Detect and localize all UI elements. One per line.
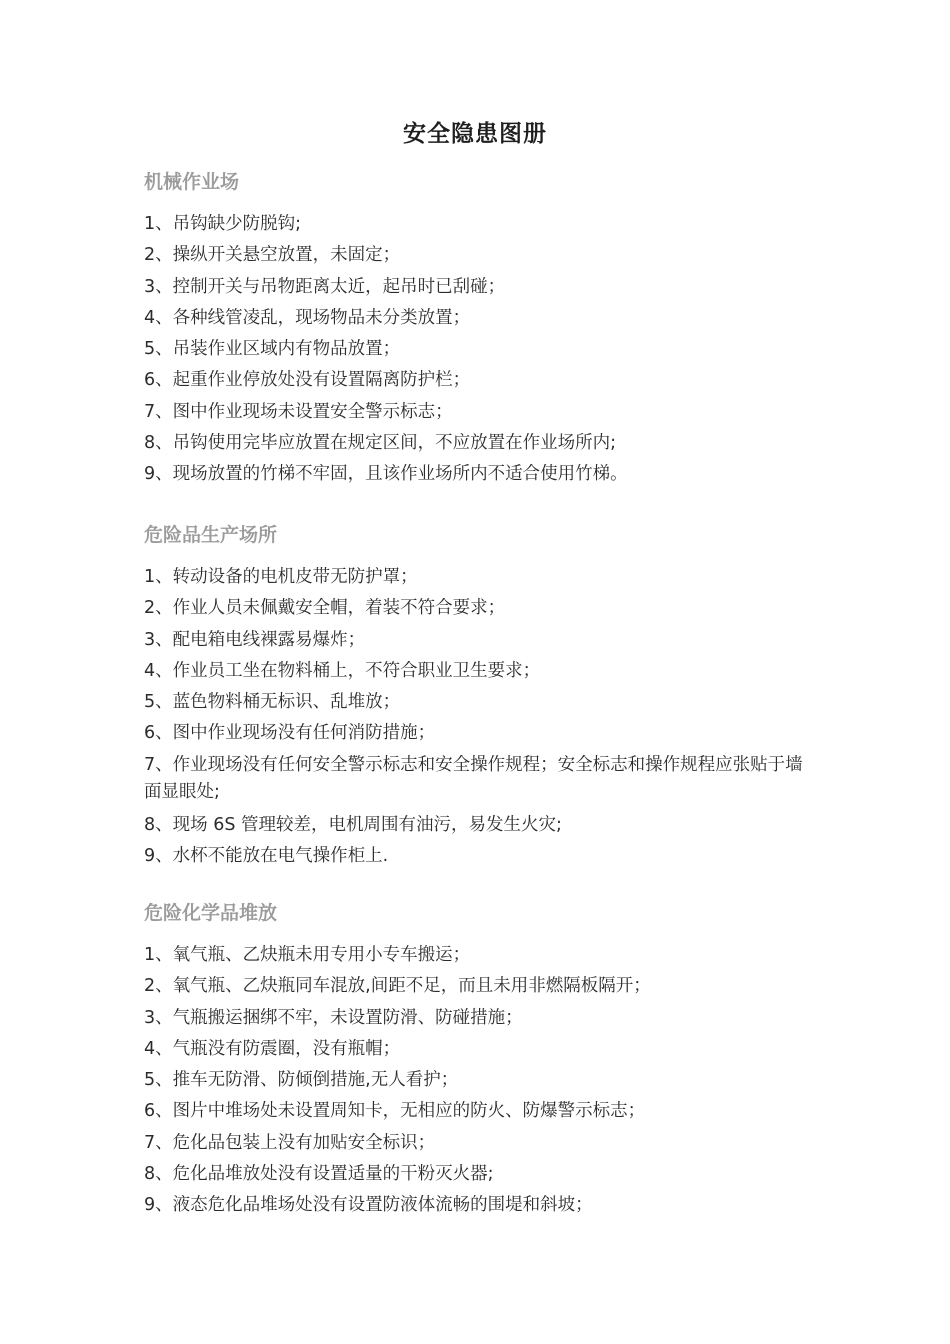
list-item: 5、吊装作业区域内有物品放置；	[144, 339, 401, 360]
list-item: 3、气瓶搬运捆绑不牢，未设置防滑、防碰措施；	[144, 1007, 523, 1028]
list-item: 2、操纵开关悬空放置，未固定；	[144, 245, 401, 266]
list-item: 1、转动设备的电机皮带无防护罩；	[144, 567, 418, 587]
list-item: 6、图中作业现场没有任何消防措施；	[144, 723, 436, 744]
list-item: 1、吊钩缺少防脱钩;	[144, 214, 302, 234]
list-item: 5、蓝色物料桶无标识、乱堆放；	[144, 692, 401, 713]
list-item: 8、现场 6S 管理较差，电机周围有油污，易发生火灾;	[144, 814, 562, 835]
list-item: 3、配电箱电线裸露易爆炸；	[144, 629, 366, 650]
list-item: 7、作业现场没有任何安全警示标志和安全操作规程；安全标志和操作规程应张贴于墙面显眼处;	[144, 754, 803, 802]
section-heading: 危险化学品堆放	[144, 902, 278, 924]
section-hazardous-chemical-storage	[144, 898, 814, 1222]
list-item: 4、气瓶没有防震圈，没有瓶帽；	[144, 1038, 401, 1059]
list-item: 7、图中作业现场未设置安全警示标志；	[144, 401, 453, 422]
list-item: 7、危化品包装上没有加贴安全标识；	[144, 1132, 436, 1153]
section-heading: 机械作业场	[144, 171, 240, 193]
list-item: 6、起重作业停放处没有设置隔离防护栏；	[144, 370, 471, 391]
list-item: 2、作业人员未佩戴安全帽，着装不符合要求；	[144, 598, 506, 619]
list-item: 9、液态危化品堆场处没有设置防液体流畅的围堤和斜坡；	[144, 1195, 593, 1216]
list-item: 9、现场放置的竹梯不牢固，且该作业场所内不适合使用竹梯。	[144, 464, 628, 485]
list-item: 8、吊钩使用完毕应放置在规定区间，不应放置在作业场所内;	[144, 433, 617, 454]
list-item: 4、各种线管凌乱，现场物品未分类放置；	[144, 307, 471, 328]
list-item: 5、推车无防滑、防倾倒措施,无人看护；	[144, 1070, 459, 1091]
list-item: 4、作业员工坐在物料桶上，不符合职业卫生要求；	[144, 660, 541, 681]
document-title: 安全隐患图册	[403, 121, 547, 147]
list-item: 1、氧气瓶、乙炔瓶未用专用小专车搬运；	[144, 945, 471, 965]
list-item: 9、水杯不能放在电气操作柜上.	[144, 846, 389, 867]
section-heading: 危险品生产场所	[144, 524, 278, 546]
section-hazardous-production-site	[144, 520, 814, 872]
list-item: 6、图片中堆场处未设置周知卡，无相应的防火、防爆警示标志；	[144, 1101, 646, 1122]
section-machinery-workplace	[144, 167, 814, 491]
list-item: 8、危化品堆放处没有设置适量的干粉灭火器;	[144, 1164, 494, 1185]
list-item: 3、控制开关与吊物距离太近，起吊时已刮碰；	[144, 276, 506, 297]
list-item: 2、氧气瓶、乙炔瓶同车混放,间距不足，而且未用非燃隔板隔开；	[144, 976, 651, 997]
